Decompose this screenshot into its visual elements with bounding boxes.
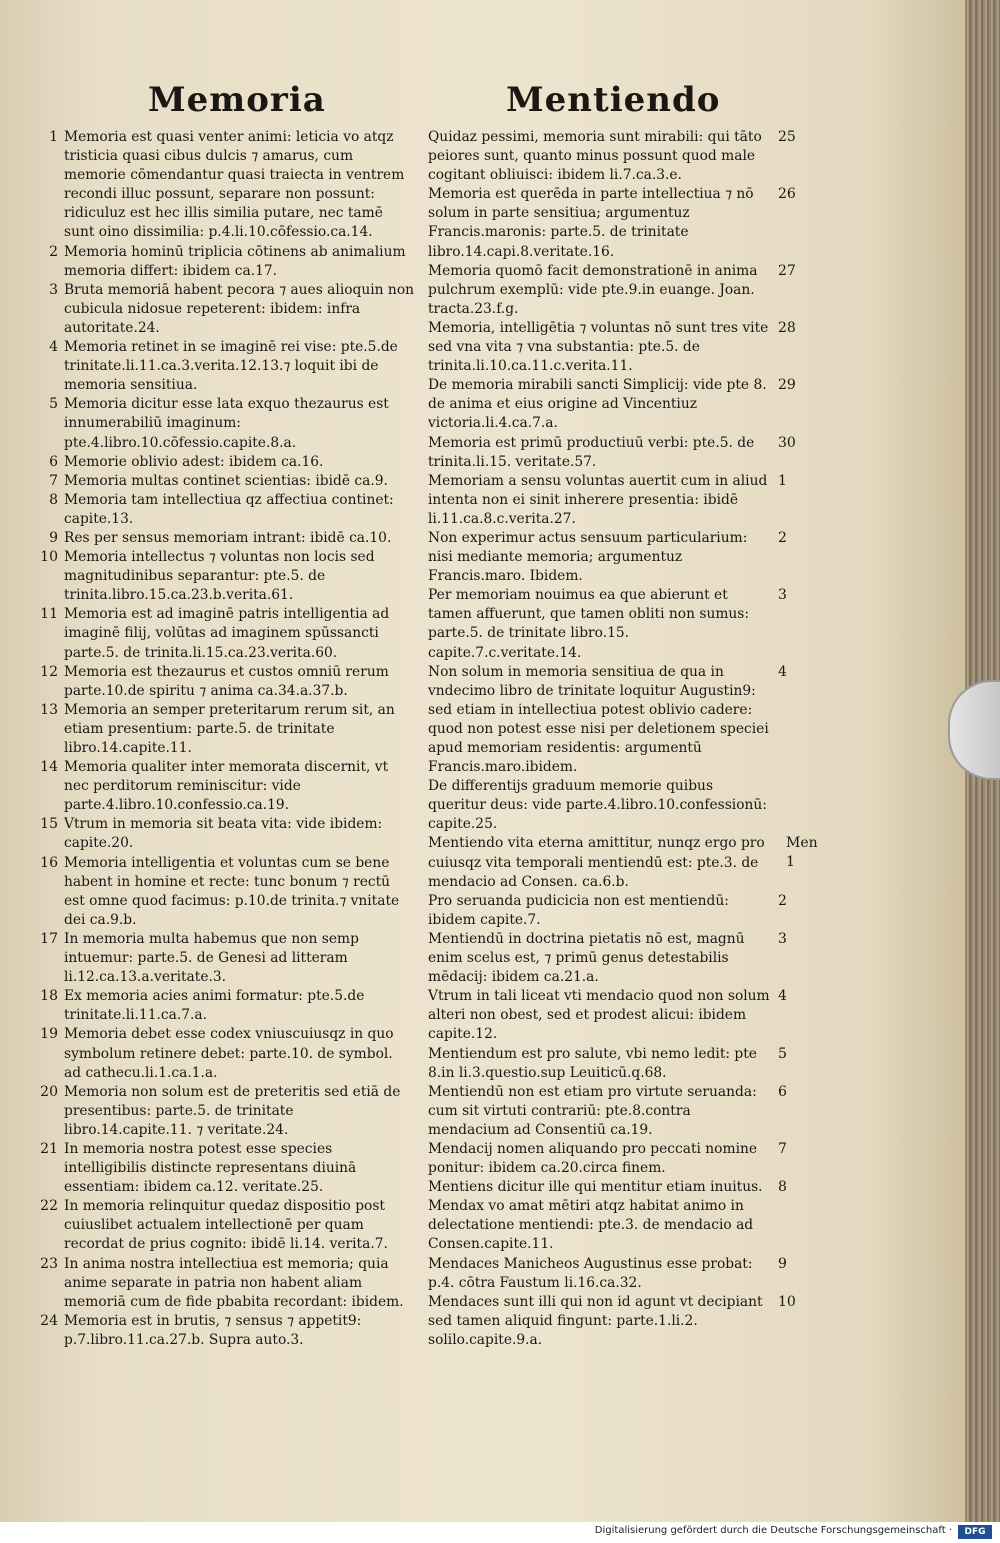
right-entry xyxy=(428,834,818,891)
entry-number: 27 xyxy=(778,262,796,279)
right-entry xyxy=(428,434,796,472)
right-entry xyxy=(428,529,787,586)
entry-text: Memoria quomō facit demonstrationē in anima pulchrum exemplū: vide pte.9.in euange. Joan. tracta.23.f.g. xyxy=(428,262,758,317)
entry-number: 3 xyxy=(49,281,58,298)
left-entry xyxy=(49,395,414,452)
left-entry xyxy=(49,338,414,395)
entry-number: 4 xyxy=(778,988,787,1005)
entry-number: 6 xyxy=(778,1083,787,1100)
entry-text: Memoria dicitur esse lata exquo thezaurus est innumerabiliū imaginum: pte.4.libro.10.cōfessio.capite.8.a. xyxy=(64,396,389,451)
left-entry xyxy=(49,529,414,548)
entry-text: Non solum in memoria sensitiua de qua in vndecimo libro de trinitate loquitur Augustin9: sed etiam in intellectiua potest oblivio cadere: quod non potest esse nisi per deletionem speciei apud memoriam residentis: argumentū Francis.maro.ibidem. xyxy=(428,663,769,776)
entry-number: 7 xyxy=(49,472,58,489)
entry-text: Memoria est querēda in parte intellectiua ⁊ nō solum in parte sensitiua; argumentuz Francis.maronis: parte.5. de trinitate libro.14.capi.8.veritate.16. xyxy=(428,186,754,260)
right-entry xyxy=(428,376,796,433)
entry-number: 10 xyxy=(40,549,58,566)
left-entry xyxy=(40,548,414,605)
entry-text: Memoriam a sensu voluntas auertit cum in aliud intenta non ei sinit inherere presentia: ibidē li.11.ca.8.c.verita.27. xyxy=(428,472,768,527)
entry-number: 2 xyxy=(49,243,58,260)
entry-text: In anima nostra intellectiua est memoria; quia anime separate in patria non habent aliam memoriā cum de fide pbabita recordant: ibidem. xyxy=(64,1255,404,1310)
right-entry xyxy=(428,472,787,529)
entry-text: Res per sensus memoriam intrant: ibidē ca.10. xyxy=(64,529,392,546)
right-entry xyxy=(428,987,787,1044)
entry-number: 10 xyxy=(778,1293,796,1310)
entry-number: 1 xyxy=(49,129,58,145)
entry-text: Mendaces sunt illi qui non id agunt vt decipiant sed tamen aliquid fingunt: parte.1.li.2. solilo.capite.9.a. xyxy=(428,1293,763,1348)
entry-text: Memoria intellectus ⁊ voluntas non locis sed magnitudinibus separantur: pte.5. de trinita.libro.15.ca.23.b.verita.61. xyxy=(64,549,375,604)
entry-text: In memoria nostra potest esse species intelligibilis distincte representans diuinā essentiam: ibidem ca.12. veritate.25. xyxy=(64,1140,357,1196)
entry-number: 3 xyxy=(778,930,787,947)
entry-text: Memoria est thezaurus et custos omniū rerum parte.10.de spiritu ⁊ anima ca.34.a.37.b. xyxy=(64,663,389,699)
right-entry xyxy=(428,262,796,319)
left-entry xyxy=(40,1255,414,1312)
footer-bar xyxy=(0,1522,1000,1543)
left-entry xyxy=(40,758,414,815)
footer-credit: Digitalisierung gefördert durch die Deutsche Forschungsgemeinschaft · xyxy=(594,1525,952,1536)
entry-number: 9 xyxy=(778,1255,787,1272)
dfg-logo-icon: DFG xyxy=(958,1525,992,1539)
entry-text: De memoria mirabili sancti Simplicij: vide pte 8. de anima et eius origine ad Vincentiuz victoria.li.4.ca.7.a. xyxy=(428,377,767,432)
entry-number: 11 xyxy=(40,606,58,623)
entry-number: 17 xyxy=(40,930,58,947)
entry-text: Mendaces Manicheos Augustinus esse probat: p.4. cōtra Faustum li.16.ca.32. xyxy=(428,1255,753,1291)
entry-number: 1 xyxy=(778,472,787,489)
entry-text: Memoria multas continet scientias: ibidē ca.9. xyxy=(64,472,388,489)
left-entry xyxy=(40,1083,414,1140)
entry-number: 19 xyxy=(40,1026,58,1043)
entry-text: Mentiendum est pro salute, vbi nemo ledit: pte 8.in li.3.questio.sup Leuiticū.q.68. xyxy=(428,1045,757,1081)
left-entry xyxy=(40,987,414,1025)
entry-number: 8 xyxy=(778,1179,787,1196)
entry-text: Vtrum in tali liceat vti mendacio quod non solum alteri non obest, sed et prodest alicui: ibidem capite.12. xyxy=(428,988,770,1043)
left-entry xyxy=(49,453,414,472)
left-entry xyxy=(49,281,415,338)
entry-text: Mentiens dicitur ille qui mentitur etiam inuitus. Mendax vo amat mētiri atqz habitat animo in delectatione mentiendi: pte.3. de mendacio ad Consen.capite.11. xyxy=(428,1179,763,1253)
left-column xyxy=(40,128,415,1350)
right-entry xyxy=(428,930,787,987)
entry-number: 14 xyxy=(40,759,58,776)
entry-text: Mendacij nomen aliquando pro peccati nomine ponitur: ibidem ca.20.circa finem. xyxy=(428,1140,758,1177)
left-entry xyxy=(49,472,414,491)
entry-number: 2 xyxy=(778,892,787,909)
left-entry xyxy=(40,854,414,930)
right-entry xyxy=(428,777,770,834)
entry-number: 4 xyxy=(49,339,58,356)
entry-number: 23 xyxy=(40,1255,58,1272)
left-entry xyxy=(40,930,414,987)
right-entry xyxy=(428,1140,787,1178)
right-entry xyxy=(428,1083,787,1140)
entry-text: Memoria an semper preteritarum rerum sit, an etiam presentium: parte.5. de trinitate libro.14.capite.11. xyxy=(64,701,395,756)
entry-number: 8 xyxy=(49,491,58,508)
entry-text: Per memoriam nouimus ea que abierunt et tamen affuerunt, que tamen obliti non sumus: parte.5. de trinitate libro.15. capite.7.c.veritate.14. xyxy=(428,587,750,661)
entry-text: Memoria non solum est de preteritis sed etiā de presentibus: parte.5. de trinitate libro.14.capite.11. ⁊ veritate.24. xyxy=(64,1083,401,1138)
entry-text: Memoria tam intellectiua qz affectiua continet: capite.13. xyxy=(64,491,394,527)
entry-number: 30 xyxy=(778,434,796,451)
right-entry xyxy=(428,319,796,376)
header-memoria: Memoria xyxy=(148,80,326,120)
entry-number: 28 xyxy=(778,319,796,336)
left-entry xyxy=(40,1025,414,1082)
entry-number: 13 xyxy=(40,701,58,718)
left-entry xyxy=(40,605,414,662)
entry-number: 24 xyxy=(40,1312,58,1329)
entry-number: 21 xyxy=(40,1140,58,1157)
right-entry xyxy=(428,892,787,930)
entry-text: Bruta memoriā habent pecora ⁊ aues alioquin non cubicula nidosue repeterent: ibidem: infra autoritate.24. xyxy=(64,281,415,336)
entry-number: 3 xyxy=(778,587,787,604)
entry-text: In memoria multa habemus que non semp intuemur: parte.5. de Genesi ad litteram li.12.ca.13.a.veritate.3. xyxy=(64,930,359,986)
entry-number: 6 xyxy=(49,453,58,470)
header-mentiendo: Mentiendo xyxy=(506,80,721,120)
left-entry xyxy=(40,815,414,853)
right-entry xyxy=(428,185,796,261)
left-entry xyxy=(40,1140,414,1197)
entry-text: Memoria est primū productiuū verbi: pte.5. de trinita.li.15. veritate.57. xyxy=(428,434,755,470)
right-column xyxy=(428,128,818,1350)
left-entry xyxy=(49,128,414,243)
right-entry xyxy=(428,1045,787,1083)
entry-text: Memoria est ad imaginē patris intelligentia ad imaginē filij, volūtas ad imaginem spūssancti parte.5. de trinita.li.15.ca.23.verita.60. xyxy=(64,606,390,661)
entry-text: Memoria est quasi venter animi: leticia vo atqz tristicia quasi cibus dulcis ⁊ amarus, cum memorie cōmendantur quasi traiecta in ventrem recondi illuc possunt, separare non possunt: ridiculuz est hec illis similia putare, nec tamē sunt oino dissimilia: p.4.li.10.cōfessio.ca.14. xyxy=(64,129,405,241)
entry-text: Memoria est in brutis, ⁊ sensus ⁊ appetit9: p.7.libro.11.ca.27.b. Supra auto.3. xyxy=(64,1312,362,1348)
right-entry xyxy=(428,128,796,185)
entry-number: 16 xyxy=(40,854,58,871)
entry-number: 9 xyxy=(49,529,58,546)
entry-number: 18 xyxy=(40,988,58,1005)
entry-text: Memoria, intelligētia ⁊ voluntas nō sunt tres vite sed vna vita ⁊ vna substantia: pte.5. de trinita.li.10.ca.11.c.verita.11. xyxy=(428,319,769,375)
entry-number: 4 xyxy=(778,663,787,680)
right-entry xyxy=(428,1293,796,1350)
right-entry xyxy=(428,1255,787,1293)
entry-number: 2 xyxy=(778,529,787,546)
section-marker: Men xyxy=(786,835,818,852)
entry-text: De differentijs graduum memorie quibus queritur deus: vide parte.4.libro.10.confessionū: capite.25. xyxy=(428,778,767,833)
entry-text: Memorie oblivio adest: ibidem ca.16. xyxy=(64,453,324,470)
entry-text: Mentiendo vita eterna amittitur, nunqz ergo pro cuiusqz vita temporali mentiendū est: pte.3. de mendacio ad Consen. ca.6.b. xyxy=(428,835,765,890)
entry-text: Ex memoria acies animi formatur: pte.5.de trinitate.li.11.ca.7.a. xyxy=(64,988,365,1024)
left-entry xyxy=(40,1312,414,1350)
right-entry xyxy=(428,586,787,662)
entry-text: Memoria retinet in se imaginē rei vise: pte.5.de trinitate.li.11.ca.3.verita.12.13.⁊ loquit ibi de memoria sensitiua. xyxy=(64,339,398,394)
entry-text: Memoria qualiter inter memorata discernit, vt nec perditorum reminiscitur: vide parte.4.libro.10.confessio.ca.19. xyxy=(64,759,389,814)
entry-number: 20 xyxy=(40,1083,58,1100)
entry-text: Mentiendū in doctrina pietatis nō est, magnū enim scelus est, ⁊ primū genus detestabilis mēdacij: ibidem ca.21.a. xyxy=(428,930,745,986)
entry-number: 15 xyxy=(40,816,58,833)
entry-number: 26 xyxy=(778,186,796,203)
entry-text: Memoria debet esse codex vniuscuiusqz in quo symbolum retinere debet: parte.10. de symbol. ad cathecu.li.1.ca.1.a. xyxy=(64,1026,394,1081)
entry-text: Non experimur actus sensuum particularium: nisi mediante memoria; argumentuz Francis.maro. Ibidem. xyxy=(428,529,748,585)
entry-number: 5 xyxy=(778,1045,787,1062)
right-entry xyxy=(428,663,787,778)
entry-number: 1 xyxy=(786,854,795,871)
entry-text: Pro seruanda pudicicia non est mentiendū: ibidem capite.7. xyxy=(428,892,729,928)
entry-text: Mentiendū non est etiam pro virtute seruanda: cum sit virtuti contrariū: pte.8.contra mendacium ad Consentiū ca.19. xyxy=(428,1083,757,1138)
entry-number: 22 xyxy=(40,1198,58,1215)
left-entry xyxy=(40,1197,414,1254)
entry-text: Quidaz pessimi, memoria sunt mirabili: qui tāto peiores sunt, quanto minus possunt quod male cogitant obliuisci: ibidem li.7.ca.3.e. xyxy=(428,129,762,184)
left-entry xyxy=(40,663,414,701)
right-entry xyxy=(428,1178,787,1254)
left-entry xyxy=(49,243,414,281)
entry-number: 5 xyxy=(49,396,58,413)
entry-text: Memoria intelligentia et voluntas cum se bene habent in homine et recte: tunc bonum ⁊ rectū est omne quod facimus: p.10.de trinita.⁊ vnitate dei ca.9.b. xyxy=(64,854,400,928)
entry-text: Memoria hominū triplicia cōtinens ab animalium memoria differt: ibidem ca.17. xyxy=(64,243,406,279)
entry-number: 12 xyxy=(40,663,58,680)
entry-text: Vtrum in memoria sit beata vita: vide ibidem: capite.20. xyxy=(64,816,383,852)
left-entry xyxy=(40,701,414,758)
entry-number: 25 xyxy=(778,129,796,145)
entry-number: 7 xyxy=(778,1140,787,1157)
entry-number: 29 xyxy=(778,377,796,394)
left-entry xyxy=(49,491,414,529)
entry-text: In memoria relinquitur quedaz dispositio post cuiuslibet actualem intellectionē per quam recordat de prius cognito: ibidē li.14. verita.7. xyxy=(64,1198,388,1253)
